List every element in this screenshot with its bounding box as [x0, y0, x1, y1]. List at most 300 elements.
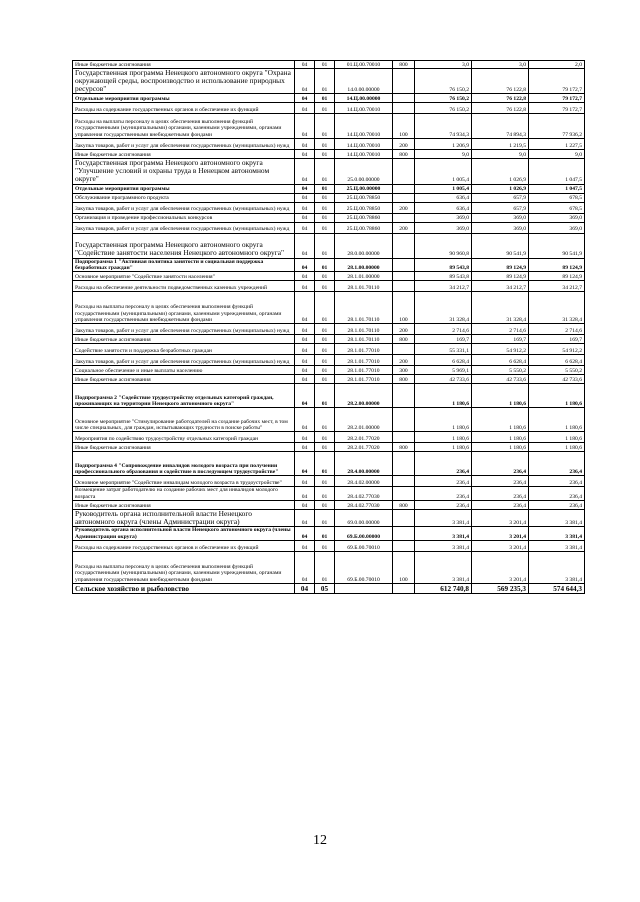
target-article-cell: 14.Ц.00.00000: [335, 94, 393, 103]
section-cell: 04: [295, 476, 315, 487]
row-name-cell: Закупка товаров, работ и услуг для обеспечения государственных (муниципальных) нужд: [73, 139, 295, 150]
target-article-cell: 25.Ц.00.78860: [335, 213, 393, 222]
row-name-cell: Сельское хозяйство и рыболовство: [73, 584, 295, 594]
amount-3-cell: 369,0: [529, 213, 585, 222]
subsection-cell: 01: [315, 103, 335, 114]
subsection-cell: 01: [315, 272, 335, 281]
amount-2-cell: 31 328,4: [472, 292, 529, 324]
target-article-cell: 69.0.00.00000: [335, 510, 393, 527]
target-article-cell: 28.4.02.77030: [335, 501, 393, 510]
subsection-cell: 01: [315, 344, 335, 355]
expense-type-cell: 800: [393, 443, 415, 452]
table-row: [73, 432, 585, 443]
table-row: [73, 213, 585, 222]
section-cell: 04: [295, 69, 315, 94]
row-name-cell: Иные бюджетные ассигнования: [73, 335, 295, 344]
expense-type-cell: [393, 213, 415, 222]
target-article-cell: 28.0.00.00000: [335, 233, 393, 258]
amount-2-cell: 1 180,6: [472, 408, 529, 432]
subsection-cell: 01: [315, 324, 335, 335]
table-row: [73, 584, 585, 594]
subsection-cell: 01: [315, 159, 335, 184]
section-cell: 04: [295, 510, 315, 527]
expense-type-cell: 200: [393, 324, 415, 335]
row-name-cell: Расходы на обеспечение деятельности подведомственных казенных учреждений: [73, 281, 295, 292]
amount-2-cell: 76 122,8: [472, 94, 529, 103]
section-cell: 04: [295, 366, 315, 375]
table-row: [73, 114, 585, 139]
table-row: [73, 272, 585, 281]
table-row: [73, 139, 585, 150]
row-name-cell: Иные бюджетные ассигнования: [73, 61, 295, 69]
section-cell: 04: [295, 61, 315, 69]
amount-2-cell: 89 124,9: [472, 272, 529, 281]
amount-1-cell: 612 740,8: [415, 584, 472, 594]
expense-type-cell: [393, 233, 415, 258]
amount-3-cell: 31 328,4: [529, 292, 585, 324]
amount-2-cell: 236,4: [472, 452, 529, 476]
section-cell: 04: [295, 272, 315, 281]
amount-1-cell: 31 328,4: [415, 292, 472, 324]
table-row: [73, 408, 585, 432]
section-cell: 04: [295, 335, 315, 344]
target-article-cell: 28.1.00.00000: [335, 258, 393, 272]
row-name-cell: Подпрограмма 4 "Сопровождение инвалидов молодого возраста при получении профессионального образования и содействие в последующем трудоустройстве": [73, 452, 295, 476]
expense-type-cell: [393, 193, 415, 202]
amount-3-cell: 54 912,2: [529, 344, 585, 355]
amount-1-cell: 1 180,6: [415, 443, 472, 452]
section-cell: 04: [295, 443, 315, 452]
row-name-cell: Мероприятия по содействию трудоустройству отдельных категорий граждан: [73, 432, 295, 443]
amount-2-cell: 42 733,6: [472, 375, 529, 384]
subsection-cell: 01: [315, 452, 335, 476]
table-row: [73, 159, 585, 184]
expense-type-cell: 800: [393, 335, 415, 344]
amount-1-cell: 34 212,7: [415, 281, 472, 292]
section-cell: 04: [295, 552, 315, 584]
table-row: [73, 344, 585, 355]
amount-3-cell: 678,5: [529, 193, 585, 202]
amount-2-cell: 89 124,9: [472, 258, 529, 272]
subsection-cell: 01: [315, 366, 335, 375]
table-row: [73, 366, 585, 375]
amount-1-cell: 55 331,1: [415, 344, 472, 355]
amount-3-cell: 79 172,7: [529, 103, 585, 114]
page-number: 12: [313, 833, 327, 848]
target-article-cell: 28.2.00.00000: [335, 384, 393, 408]
table-row: [73, 541, 585, 552]
amount-1-cell: 1 180,6: [415, 384, 472, 408]
subsection-cell: 01: [315, 443, 335, 452]
amount-3-cell: 2 714,6: [529, 324, 585, 335]
expense-type-cell: [393, 510, 415, 527]
expense-type-cell: [393, 344, 415, 355]
subsection-cell: 01: [315, 150, 335, 159]
amount-3-cell: 1 047,5: [529, 184, 585, 193]
amount-2-cell: 369,0: [472, 213, 529, 222]
table-row: [73, 222, 585, 233]
target-article-cell: 14.0.00.00000: [335, 69, 393, 94]
section-cell: 04: [295, 541, 315, 552]
target-article-cell: 28.1.01.70110: [335, 335, 393, 344]
subsection-cell: 01: [315, 408, 335, 432]
row-name-cell: Расходы на выплаты персоналу в целях обеспечения выполнения функций государственными (муниципальными) органами, казенными учреждениями, органами управления государственными внебюджетными фондами: [73, 552, 295, 584]
section-cell: 04: [295, 375, 315, 384]
amount-1-cell: 236,4: [415, 452, 472, 476]
target-article-cell: 25.Ц.00.78860: [335, 222, 393, 233]
amount-3-cell: 236,4: [529, 476, 585, 487]
table-row: [73, 501, 585, 510]
expense-type-cell: [393, 159, 415, 184]
section-cell: 04: [295, 184, 315, 193]
expense-type-cell: 100: [393, 114, 415, 139]
amount-1-cell: 3 381,4: [415, 510, 472, 527]
expense-type-cell: [393, 384, 415, 408]
section-cell: 04: [295, 324, 315, 335]
amount-2-cell: 1 180,6: [472, 443, 529, 452]
amount-3-cell: 34 212,7: [529, 281, 585, 292]
amount-1-cell: 236,4: [415, 501, 472, 510]
target-article-cell: 28.4.02.00000: [335, 476, 393, 487]
expense-type-cell: [393, 408, 415, 432]
amount-1-cell: 42 733,6: [415, 375, 472, 384]
subsection-cell: 01: [315, 222, 335, 233]
amount-3-cell: 79 172,7: [529, 69, 585, 94]
row-name-cell: Государственная программа Ненецкого автономного округа "Охрана окружающей среды, воспроизводство и использование природных ресурсов": [73, 69, 295, 94]
amount-3-cell: 90 541,9: [529, 233, 585, 258]
amount-2-cell: 54 912,2: [472, 344, 529, 355]
subsection-cell: 01: [315, 501, 335, 510]
amount-1-cell: 1 180,6: [415, 408, 472, 432]
row-name-cell: Основное мероприятие "Содействие занятости населения": [73, 272, 295, 281]
row-name-cell: Расходы на выплаты персоналу в целях обеспечения выполнения функций государственными (муниципальными) органами, казенными учреждениями, органами управления государственными внебюджетными фондами: [73, 114, 295, 139]
target-article-cell: 25.Ц.00.78850: [335, 202, 393, 213]
table-row: [73, 69, 585, 94]
amount-1-cell: 169,7: [415, 335, 472, 344]
amount-3-cell: 77 936,2: [529, 114, 585, 139]
expense-type-cell: 200: [393, 222, 415, 233]
amount-2-cell: 657,9: [472, 193, 529, 202]
amount-3-cell: 3 381,4: [529, 510, 585, 527]
table-row: [73, 476, 585, 487]
table-row: [73, 384, 585, 408]
subsection-cell: 01: [315, 541, 335, 552]
section-cell: 04: [295, 281, 315, 292]
amount-2-cell: 236,4: [472, 476, 529, 487]
expense-type-cell: [393, 281, 415, 292]
amount-3-cell: 574 644,3: [529, 584, 585, 594]
row-name-cell: Руководитель органа исполнительной власти Ненецкого автономного округа (члены Администрации округа): [73, 527, 295, 541]
subsection-cell: 01: [315, 552, 335, 584]
amount-2-cell: 9,0: [472, 150, 529, 159]
amount-3-cell: 79 172,7: [529, 94, 585, 103]
subsection-cell: 01: [315, 384, 335, 408]
amount-1-cell: 9,0: [415, 150, 472, 159]
section-cell: 04: [295, 114, 315, 139]
amount-2-cell: 3 201,4: [472, 552, 529, 584]
row-name-cell: Иные бюджетные ассигнования: [73, 443, 295, 452]
amount-3-cell: 5 550,2: [529, 366, 585, 375]
amount-1-cell: 1 180,6: [415, 432, 472, 443]
amount-2-cell: 5 550,2: [472, 366, 529, 375]
subsection-cell: 01: [315, 202, 335, 213]
subsection-cell: 01: [315, 476, 335, 487]
table-row: [73, 193, 585, 202]
expense-type-cell: [393, 184, 415, 193]
target-article-cell: 25.Ц.00.00000: [335, 184, 393, 193]
amount-3-cell: 236,4: [529, 501, 585, 510]
expense-type-cell: [393, 541, 415, 552]
table-row: [73, 258, 585, 272]
table-row: [73, 184, 585, 193]
table-row: [73, 94, 585, 103]
expense-type-cell: 200: [393, 355, 415, 366]
amount-3-cell: 678,5: [529, 202, 585, 213]
amount-2-cell: 369,0: [472, 222, 529, 233]
amount-1-cell: 369,0: [415, 222, 472, 233]
expense-type-cell: [393, 452, 415, 476]
section-cell: 04: [295, 139, 315, 150]
row-name-cell: Расходы на содержание государственных органов и обеспечение их функций: [73, 541, 295, 552]
amount-1-cell: 636,4: [415, 193, 472, 202]
target-article-cell: 28.2.01.00000: [335, 408, 393, 432]
amount-2-cell: 2 714,6: [472, 324, 529, 335]
subsection-cell: 01: [315, 258, 335, 272]
budget-table-container: [72, 60, 584, 594]
expense-type-cell: [393, 258, 415, 272]
expense-type-cell: 200: [393, 139, 415, 150]
amount-3-cell: 3 381,4: [529, 552, 585, 584]
amount-1-cell: 3,0: [415, 61, 472, 69]
row-name-cell: Иные бюджетные ассигнования: [73, 150, 295, 159]
section-cell: 04: [295, 501, 315, 510]
amount-2-cell: 76 122,8: [472, 103, 529, 114]
amount-2-cell: 1 180,6: [472, 384, 529, 408]
row-name-cell: Социальное обеспечение и иные выплаты населению: [73, 366, 295, 375]
amount-3-cell: 6 628,4: [529, 355, 585, 366]
row-name-cell: Отдельные мероприятия программы: [73, 184, 295, 193]
target-article-cell: 69.Б.00.70010: [335, 541, 393, 552]
subsection-cell: 05: [315, 584, 335, 594]
target-article-cell: 28.1.01.77010: [335, 355, 393, 366]
section-cell: 04: [295, 408, 315, 432]
table-row: [73, 233, 585, 258]
amount-2-cell: 1 026,9: [472, 159, 529, 184]
subsection-cell: 01: [315, 527, 335, 541]
subsection-cell: 01: [315, 193, 335, 202]
subsection-cell: 01: [315, 139, 335, 150]
target-article-cell: 28.1.01.77010: [335, 366, 393, 375]
table-row: [73, 281, 585, 292]
target-article-cell: 28.4.02.77030: [335, 487, 393, 501]
row-name-cell: Подпрограмма 1 "Активная политика занятости и социальная поддержка безработных граждан": [73, 258, 295, 272]
table-row: [73, 324, 585, 335]
amount-1-cell: 76 150,2: [415, 94, 472, 103]
target-article-cell: 28.1.01.70110: [335, 292, 393, 324]
amount-1-cell: 1 005,4: [415, 159, 472, 184]
expense-type-cell: 100: [393, 292, 415, 324]
section-cell: 04: [295, 94, 315, 103]
section-cell: 04: [295, 213, 315, 222]
amount-3-cell: 1 180,6: [529, 408, 585, 432]
table-row: [73, 552, 585, 584]
table-row: [73, 150, 585, 159]
subsection-cell: 01: [315, 233, 335, 258]
expense-type-cell: [393, 94, 415, 103]
target-article-cell: [335, 584, 393, 594]
table-row: [73, 103, 585, 114]
amount-1-cell: 236,4: [415, 487, 472, 501]
expense-type-cell: [393, 584, 415, 594]
section-cell: 04: [295, 452, 315, 476]
section-cell: 04: [295, 344, 315, 355]
target-article-cell: 28.2.01.77020: [335, 443, 393, 452]
target-article-cell: 28.1.01.70110: [335, 324, 393, 335]
row-name-cell: Расходы на выплаты персоналу в целях обеспечения выполнения функций государственными (муниципальными) органами, казенными учреждениями, органами управления государственными внебюджетными фондами: [73, 292, 295, 324]
row-name-cell: Возмещение затрат работодателю на создание рабочих мест для инвалидов молодого возраста: [73, 487, 295, 501]
amount-1-cell: 3 381,4: [415, 527, 472, 541]
table-row: [73, 202, 585, 213]
amount-1-cell: 636,4: [415, 202, 472, 213]
expense-type-cell: 800: [393, 150, 415, 159]
table-row: [73, 355, 585, 366]
expense-type-cell: 200: [393, 202, 415, 213]
amount-2-cell: 236,4: [472, 487, 529, 501]
subsection-cell: 01: [315, 184, 335, 193]
target-article-cell: 14.Ц.00.70010: [335, 139, 393, 150]
amount-1-cell: 5 969,1: [415, 366, 472, 375]
target-article-cell: 28.2.01.77020: [335, 432, 393, 443]
amount-2-cell: 1 026,9: [472, 184, 529, 193]
amount-3-cell: 1 180,6: [529, 443, 585, 452]
expense-type-cell: 800: [393, 501, 415, 510]
target-article-cell: 69.Б.00.00000: [335, 527, 393, 541]
target-article-cell: 01.Ц.00.70010: [335, 61, 393, 69]
amount-3-cell: 3 381,4: [529, 527, 585, 541]
section-cell: 04: [295, 355, 315, 366]
section-cell: 04: [295, 292, 315, 324]
amount-2-cell: 90 541,9: [472, 233, 529, 258]
amount-1-cell: 236,4: [415, 476, 472, 487]
amount-2-cell: 3 201,4: [472, 510, 529, 527]
amount-2-cell: 74 894,3: [472, 114, 529, 139]
amount-2-cell: 1 219,5: [472, 139, 529, 150]
amount-2-cell: 569 235,3: [472, 584, 529, 594]
amount-2-cell: 6 628,4: [472, 355, 529, 366]
amount-1-cell: 1 005,4: [415, 184, 472, 193]
amount-2-cell: 3 201,4: [472, 541, 529, 552]
row-name-cell: Основное мероприятие "Стимулирование работодателей на создание рабочих мест, в том числе специальных, для граждан, испытывающих трудности в поиске работы": [73, 408, 295, 432]
expense-type-cell: 800: [393, 61, 415, 69]
table-row: [73, 443, 585, 452]
target-article-cell: 25.Ц.00.78850: [335, 193, 393, 202]
subsection-cell: 01: [315, 61, 335, 69]
expense-type-cell: [393, 527, 415, 541]
amount-1-cell: 74 934,3: [415, 114, 472, 139]
amount-3-cell: 1 180,6: [529, 432, 585, 443]
section-cell: 04: [295, 159, 315, 184]
row-name-cell: Закупка товаров, работ и услуг для обеспечения государственных (муниципальных) нужд: [73, 222, 295, 233]
amount-3-cell: 42 733,6: [529, 375, 585, 384]
target-article-cell: 28.4.00.00000: [335, 452, 393, 476]
amount-3-cell: 1 047,5: [529, 159, 585, 184]
row-name-cell: Руководитель органа исполнительной власти Ненецкого автономного округа (члены Администрации округа): [73, 510, 295, 527]
amount-3-cell: 169,7: [529, 335, 585, 344]
table-row: [73, 335, 585, 344]
expense-type-cell: [393, 69, 415, 94]
amount-3-cell: 3 381,4: [529, 541, 585, 552]
amount-1-cell: 2 714,6: [415, 324, 472, 335]
budget-table-body: [73, 61, 585, 594]
amount-3-cell: 236,4: [529, 487, 585, 501]
expense-type-cell: 100: [393, 552, 415, 584]
row-name-cell: Подпрограмма 2 "Содействие трудоустройству отдельных категорий граждан, проживающих на территории Ненецкого автономного округа": [73, 384, 295, 408]
amount-3-cell: 89 124,9: [529, 272, 585, 281]
amount-1-cell: 89 543,8: [415, 258, 472, 272]
amount-2-cell: 169,7: [472, 335, 529, 344]
section-cell: 04: [295, 193, 315, 202]
row-name-cell: Государственная программа Ненецкого автономного округа "Улучшение условий и охраны труда в Ненецком автономном округе": [73, 159, 295, 184]
amount-2-cell: 34 212,7: [472, 281, 529, 292]
table-row: [73, 452, 585, 476]
subsection-cell: 01: [315, 213, 335, 222]
section-cell: 04: [295, 384, 315, 408]
expense-type-cell: [393, 272, 415, 281]
subsection-cell: 01: [315, 355, 335, 366]
subsection-cell: 01: [315, 510, 335, 527]
expense-type-cell: [393, 103, 415, 114]
section-cell: 04: [295, 233, 315, 258]
row-name-cell: Расходы на содержание государственных органов и обеспечение их функций: [73, 103, 295, 114]
amount-1-cell: 3 381,4: [415, 541, 472, 552]
row-name-cell: Основное мероприятие "Содействие инвалидам молодого возраста в трудоустройстве": [73, 476, 295, 487]
amount-3-cell: 89 124,9: [529, 258, 585, 272]
amount-3-cell: 1 227,5: [529, 139, 585, 150]
amount-2-cell: 657,9: [472, 202, 529, 213]
table-row: [73, 61, 585, 69]
amount-1-cell: 76 150,2: [415, 69, 472, 94]
subsection-cell: 01: [315, 292, 335, 324]
section-cell: 04: [295, 103, 315, 114]
table-row: [73, 292, 585, 324]
amount-3-cell: 1 180,6: [529, 384, 585, 408]
amount-3-cell: 369,0: [529, 222, 585, 233]
subsection-cell: 01: [315, 114, 335, 139]
row-name-cell: Закупка товаров, работ и услуг для обеспечения государственных (муниципальных) нужд: [73, 202, 295, 213]
subsection-cell: 01: [315, 94, 335, 103]
amount-2-cell: 1 180,6: [472, 432, 529, 443]
amount-2-cell: 236,4: [472, 501, 529, 510]
row-name-cell: Закупка товаров, работ и услуг для обеспечения государственных (муниципальных) нужд: [73, 324, 295, 335]
section-cell: 04: [295, 222, 315, 233]
row-name-cell: Иные бюджетные ассигнования: [73, 375, 295, 384]
target-article-cell: 28.1.01.00000: [335, 272, 393, 281]
section-cell: 04: [295, 150, 315, 159]
row-name-cell: Организация и проведение профессиональных конкурсов: [73, 213, 295, 222]
subsection-cell: 01: [315, 281, 335, 292]
amount-2-cell: 76 122,8: [472, 69, 529, 94]
amount-2-cell: 3,0: [472, 61, 529, 69]
subsection-cell: 01: [315, 335, 335, 344]
amount-2-cell: 3 201,4: [472, 527, 529, 541]
expense-type-cell: [393, 432, 415, 443]
amount-3-cell: 2,0: [529, 61, 585, 69]
table-row: [73, 510, 585, 527]
subsection-cell: 01: [315, 375, 335, 384]
table-row: [73, 487, 585, 501]
target-article-cell: 69.Б.00.70010: [335, 552, 393, 584]
target-article-cell: 25.0.00.00000: [335, 159, 393, 184]
